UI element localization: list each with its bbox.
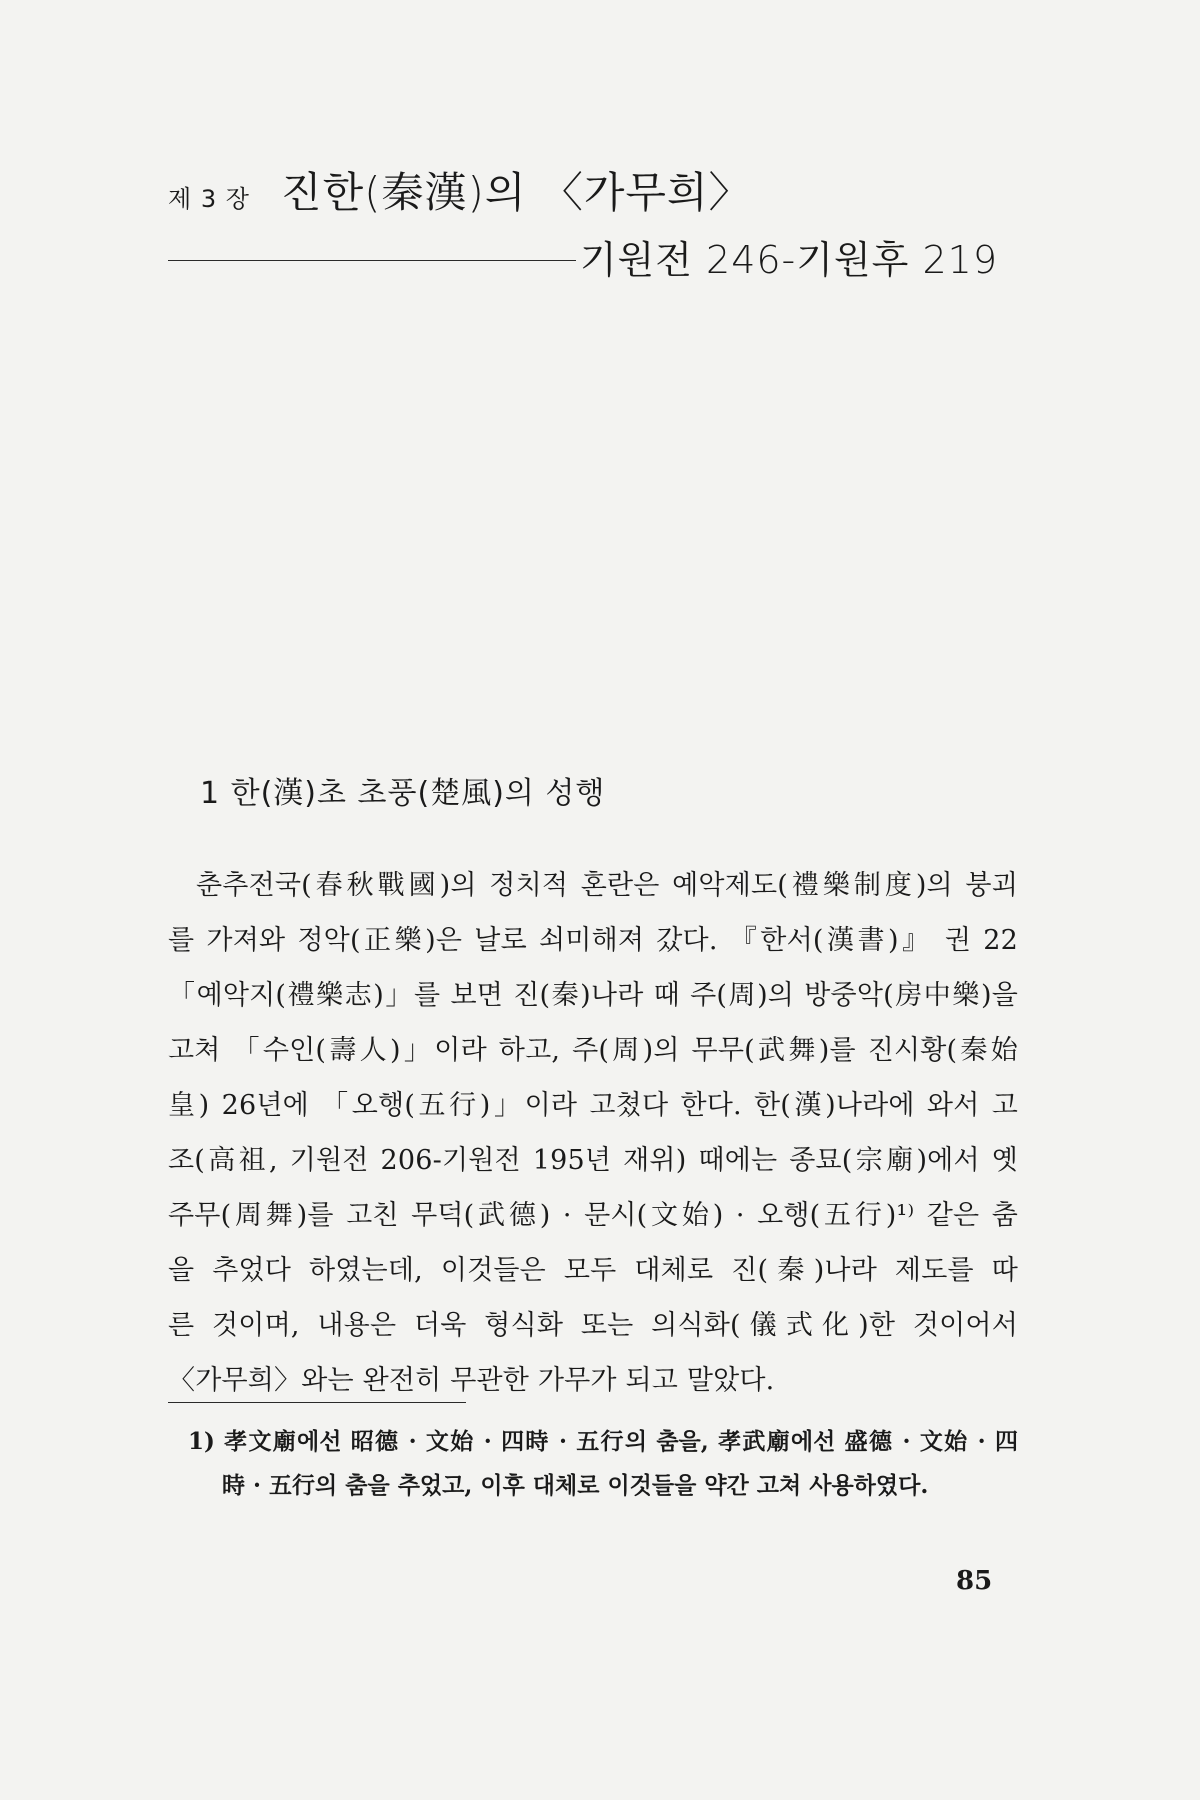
body-line: 을 추었다 하였는데, 이것들은 모두 대체로 진(秦)나라 제도를 따 [168, 1255, 1018, 1286]
section-heading: 1 한(漢)초 초풍(楚風)의 성행 [200, 776, 606, 811]
chapter-title: 진한(秦漢)의 〈가무희〉 [281, 168, 752, 217]
subtitle-rule [168, 260, 576, 261]
footnote-rule [168, 1402, 466, 1403]
footnote-line: 1) 孝文廟에선 昭德 · 文始 · 四時 · 五行의 춤을, 孝武廟에선 盛德 · 文始 · 四 [188, 1428, 1018, 1455]
body-line: 를 가져와 정악(正樂)은 날로 쇠미해져 갔다. 『한서(漢書)』 권 22 [168, 925, 1018, 956]
body-line: 皇) 26년에 「오행(五行)」이라 고쳤다 한다. 한(漢)나라에 와서 고 [168, 1090, 1018, 1121]
footnote-line: 時 · 五行의 춤을 추었고, 이후 대체로 이것들을 약간 고쳐 사용하였다. [222, 1472, 929, 1499]
body-line: 조(高祖, 기원전 206-기원전 195년 재위) 때에는 종묘(宗廟)에서 옛 [168, 1145, 1018, 1176]
chapter-subtitle: 기원전 246-기원후 219 [579, 237, 998, 282]
body-line: 춘추전국(春秋戰國)의 정치적 혼란은 예악제도(禮樂制度)의 붕괴 [196, 870, 1018, 901]
body-paragraph [168, 858, 1018, 1408]
chapter-heading [168, 160, 1038, 220]
chapter-subtitle-row [168, 226, 998, 286]
body-line: 주무(周舞)를 고친 무덕(武德) · 문시(文始) · 오행(五行)¹⁾ 같은 춤 [168, 1200, 1018, 1231]
body-line: 고쳐 「수인(壽人)」이라 하고, 주(周)의 무무(武舞)를 진시황(秦始 [168, 1035, 1018, 1066]
footnotes [188, 1420, 1018, 1508]
body-line: 〈가무희〉와는 완전히 무관한 가무가 되고 말았다. [168, 1365, 775, 1396]
body-line: 「예악지(禮樂志)」를 보면 진(秦)나라 때 주(周)의 방중악(房中樂)을 [168, 980, 1018, 1011]
chapter-label: 제 3 장 [168, 185, 250, 213]
page-number: 85 [956, 1566, 993, 1596]
body-line: 른 것이며, 내용은 더욱 형식화 또는 의식화(儀式化)한 것이어서 [168, 1310, 1018, 1341]
